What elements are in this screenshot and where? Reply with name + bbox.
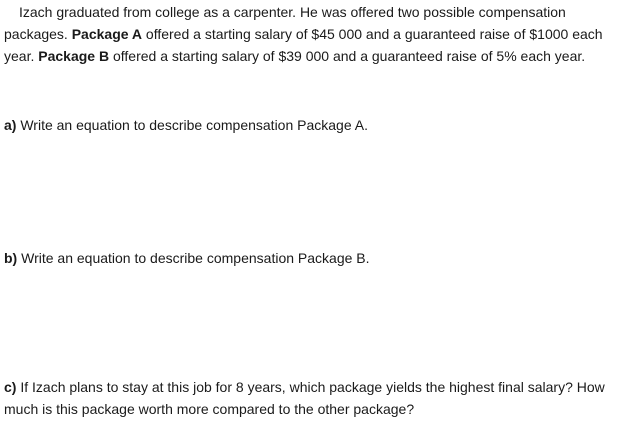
problem-statement: [4, 0, 610, 67]
question-a-text: Write an equation to describe compensation Package A.: [16, 117, 368, 133]
question-b: [4, 247, 610, 269]
intro-text-3: offered a starting salary of $39 000 and a guaranteed raise of 5% each year.: [109, 48, 586, 64]
question-b-text: Write an equation to describe compensation Package B.: [17, 250, 370, 266]
intro-text-2: offered a starting salary of $45 000 and a guaranteed raise of $1000 each year.: [4, 26, 603, 64]
question-a: [4, 114, 610, 136]
question-a-label: a): [4, 117, 17, 133]
package-b-label: Package B: [38, 48, 110, 64]
question-c: [4, 376, 610, 420]
question-c-text: If Izach plans to stay at this job for 8 years, which package yields the highest final salary? How much is this package worth more compared to the other package?: [4, 379, 605, 417]
package-a-label: Package A: [71, 26, 143, 42]
question-c-label: c): [4, 379, 17, 395]
intro-text-1: Izach graduated from college as a carpenter. He was offered two possible compensation packages.: [4, 4, 566, 42]
question-b-label: b): [4, 250, 18, 266]
